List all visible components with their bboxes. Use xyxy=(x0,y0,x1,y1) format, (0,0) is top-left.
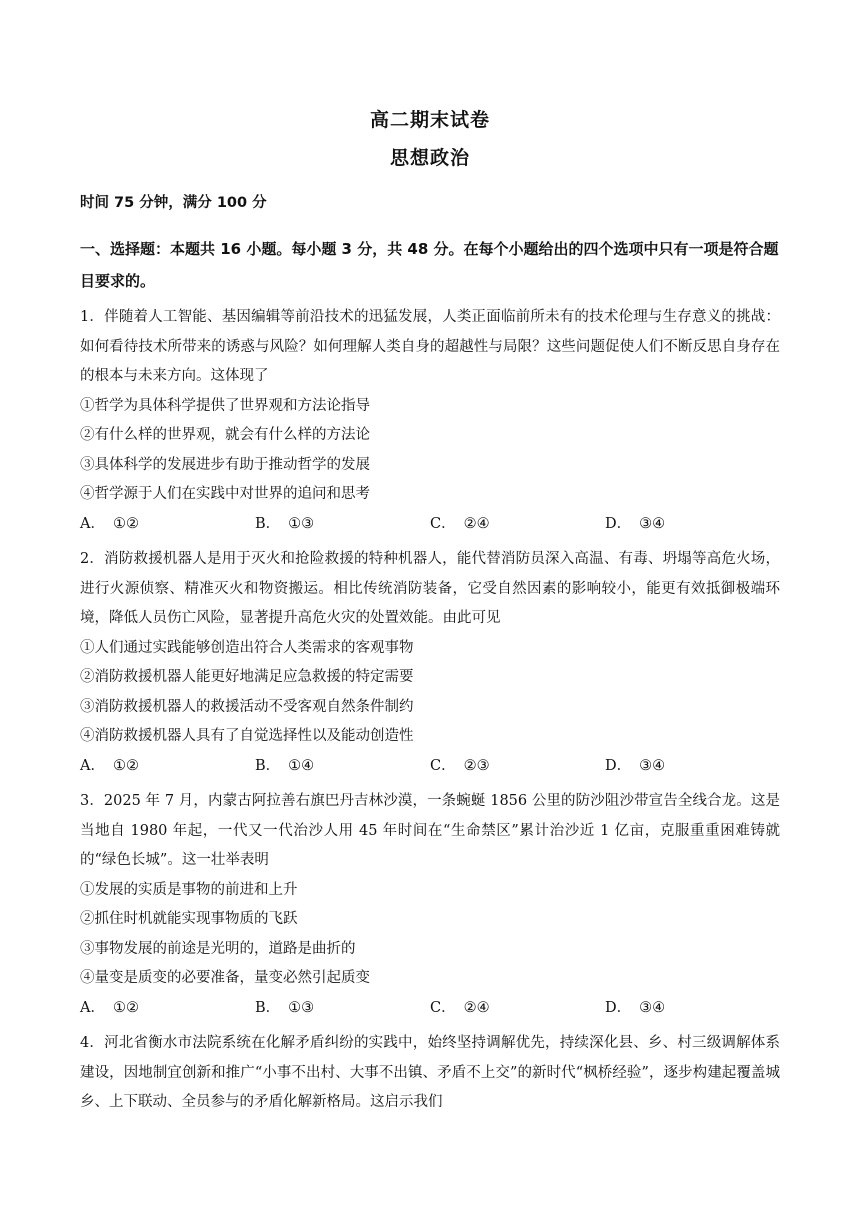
statement: ④量变是质变的必要准备，量变必然引起质变 xyxy=(80,970,370,986)
statement: ①哲学为具体科学提供了世界观和方法论指导 xyxy=(80,397,370,414)
option-b xyxy=(255,752,430,782)
option-c xyxy=(430,752,605,782)
question-list xyxy=(80,303,780,1118)
option-letter: A． xyxy=(80,515,105,532)
option-letter: B． xyxy=(255,515,281,532)
option-d xyxy=(605,994,780,1024)
option-letter: A． xyxy=(80,999,105,1016)
option-b xyxy=(255,510,430,540)
statement: ②消防救援机器人能更好地满足应急救援的特定需要 xyxy=(80,669,414,685)
option-letter: B． xyxy=(255,757,281,774)
option-letter: A． xyxy=(80,757,105,774)
statement: ②抓住时机就能实现事物质的飞跃 xyxy=(80,911,298,927)
subject-title: 思想政治 xyxy=(389,147,470,169)
option-letter: D． xyxy=(605,757,632,774)
statement: ①发展的实质是事物的前进和上升 xyxy=(80,881,298,898)
option-text: ②④ xyxy=(463,515,490,532)
statement: ④哲学源于人们在实践中对世界的追问和思考 xyxy=(80,486,370,502)
statement: ③事物发展的前途是光明的，道路是曲折的 xyxy=(80,940,356,957)
option-text: ①② xyxy=(112,515,139,532)
option-d xyxy=(605,752,780,782)
page-title: 高二期末试卷 xyxy=(369,109,490,131)
statement: ③具体科学的发展进步有助于推动哲学的发展 xyxy=(80,456,370,473)
option-letter: C． xyxy=(430,757,456,774)
option-text: ③④ xyxy=(639,515,666,532)
question-stem: 2．消防救援机器人是用于灭火和抢险救援的特种机器人，能代替消防员深入高温、有毒、坍塌等高危火场，进行火源侦察、精准灭火和物资搬运。相比传统消防装备，它受自然因素的影响较小，能更有效抵御极端环境，降低人员伤亡风险，显著提升高危火灾的处置效能。由此可见 xyxy=(80,551,780,626)
option-letter: B． xyxy=(255,999,281,1016)
option-row xyxy=(80,994,780,1024)
question-stem: 4．河北省衡水市法院系统在化解矛盾纠纷的实践中，始终坚持调解优先，持续深化县、乡、村三级调解体系建设，因地制宜创新和推广“小事不出村、大事不出镇、矛盾不上交”的新时代“枫桥经验”，逐步构建起覆盖城乡、上下联动、全员参与的矛盾化解新格局。这启示我们 xyxy=(80,1035,780,1110)
option-text: ①③ xyxy=(288,515,315,532)
question-2 xyxy=(80,545,780,781)
exam-info: 时间 75 分钟，满分 100 分 xyxy=(80,195,267,211)
option-row xyxy=(80,752,780,782)
option-text: ①② xyxy=(112,757,139,774)
option-b xyxy=(255,994,430,1024)
option-letter: C． xyxy=(430,515,456,532)
option-letter: D． xyxy=(605,999,632,1016)
question-stem: 3．2025 年 7 月，内蒙古阿拉善右旗巴丹吉林沙漠，一条蜿蜒 1856 公里的防沙阻沙带宣告全线合龙。这是当地自 1980 年起，一代又一代治沙人用 45 年时间在“生命禁区”累计治沙近 1 亿亩，克服重重困难铸就的“绿色长城”。这一壮举表明 xyxy=(80,793,780,868)
option-text: ①④ xyxy=(288,757,315,774)
option-text: ③④ xyxy=(639,757,666,774)
option-a xyxy=(80,994,255,1024)
section-heading: 一、选择题：本题共 16 小题。每小题 3 分，共 48 分。在每个小题给出的四个选项中只有一项是符合题目要求的。 xyxy=(80,240,779,290)
option-text: ②③ xyxy=(463,757,490,774)
statement: ②有什么样的世界观，就会有什么样的方法论 xyxy=(80,427,370,443)
statement: ③消防救援机器人的救援活动不受客观自然条件制约 xyxy=(80,698,414,715)
question-3 xyxy=(80,787,780,1023)
option-letter: D． xyxy=(605,515,632,532)
option-c xyxy=(430,994,605,1024)
statement: ④消防救援机器人具有了自觉选择性以及能动创造性 xyxy=(80,728,414,744)
option-text: ①③ xyxy=(288,999,315,1016)
question-4 xyxy=(80,1029,780,1118)
option-a xyxy=(80,752,255,782)
option-text: ③④ xyxy=(639,999,666,1016)
option-letter: C． xyxy=(430,999,456,1016)
question-1 xyxy=(80,303,780,539)
option-text: ②④ xyxy=(463,999,490,1016)
option-c xyxy=(430,510,605,540)
question-stem: 1．伴随着人工智能、基因编辑等前沿技术的迅猛发展，人类正面临前所未有的技术伦理与生存意义的挑战：如何看待技术所带来的诱惑与风险？如何理解人类自身的超越性与局限？这些问题促使人们不断反思自身存在的根本与未来方向。这体现了 xyxy=(80,309,780,384)
option-d xyxy=(605,510,780,540)
statement: ①人们通过实践能够创造出符合人类需求的客观事物 xyxy=(80,639,414,656)
option-row xyxy=(80,510,780,540)
option-a xyxy=(80,510,255,540)
option-text: ①② xyxy=(112,999,139,1016)
